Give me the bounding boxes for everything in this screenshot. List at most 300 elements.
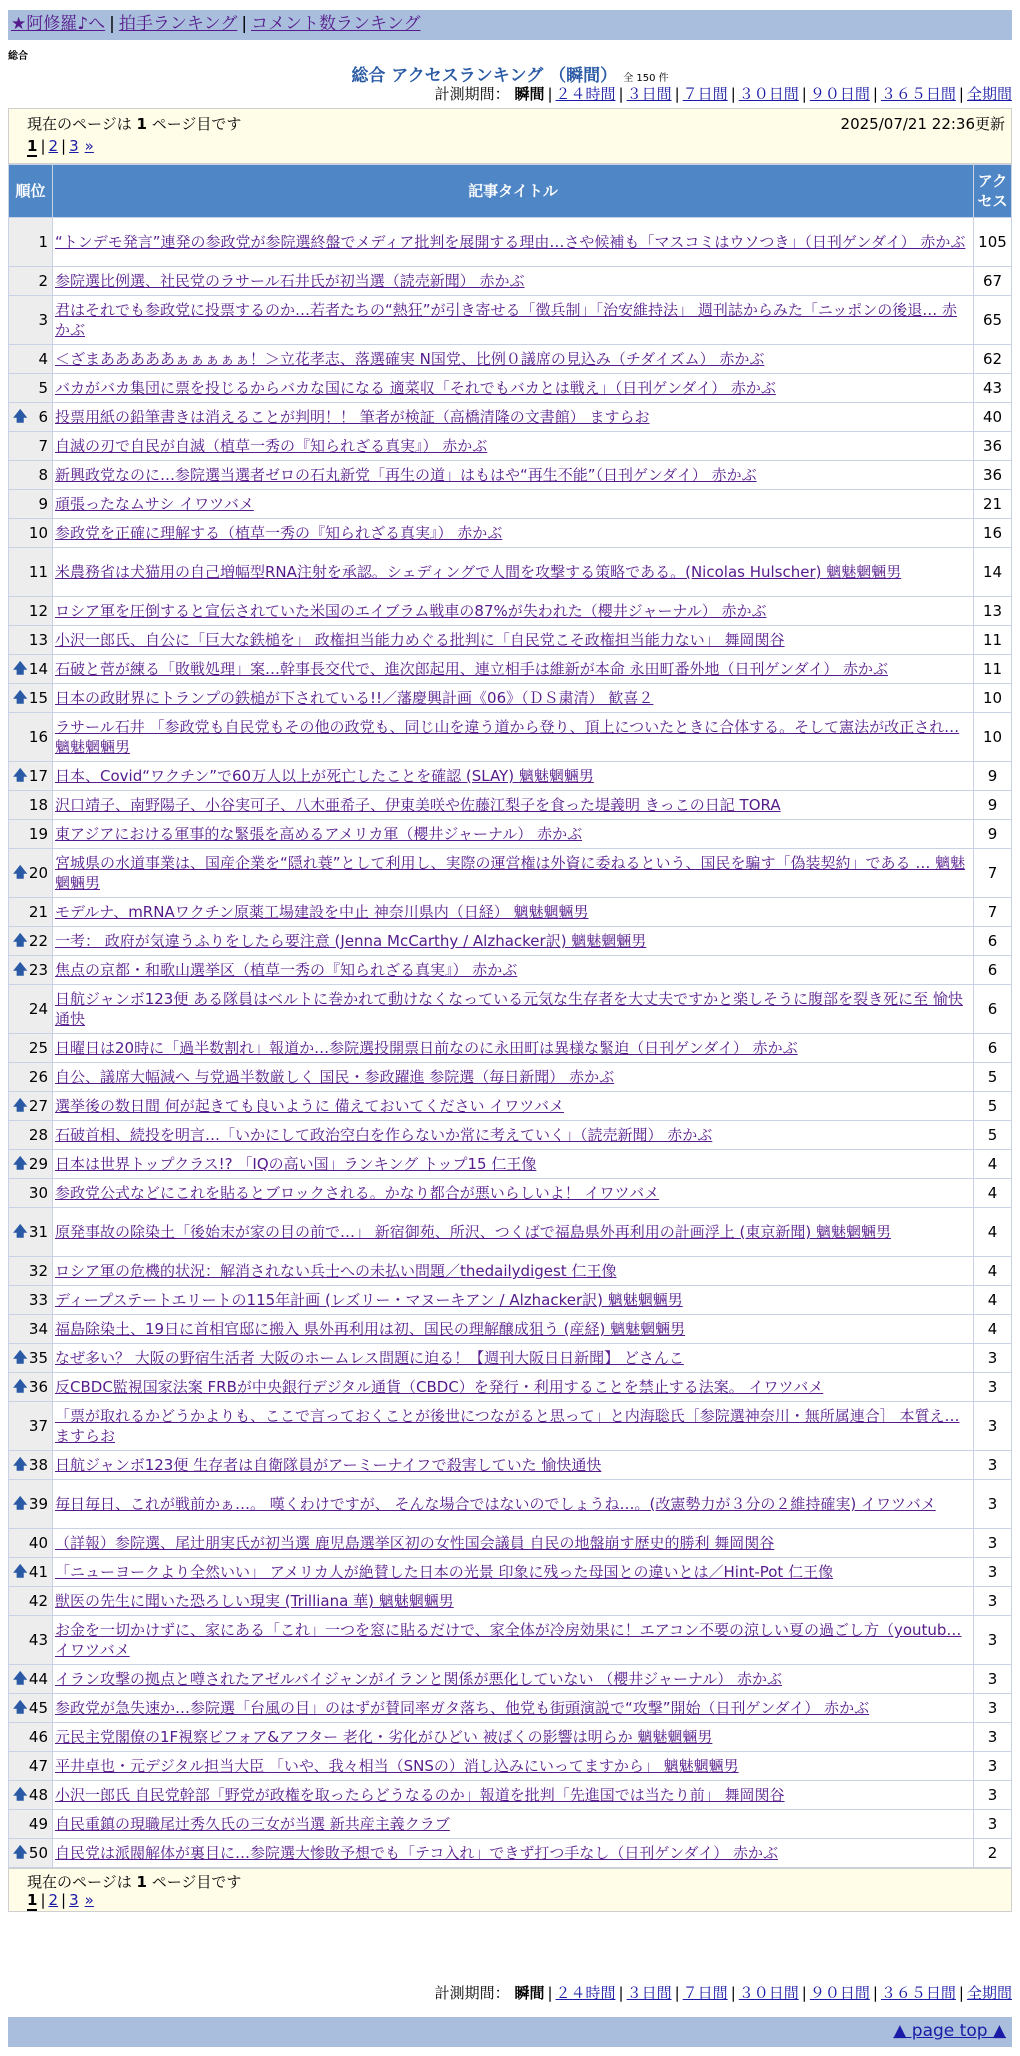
article-link[interactable]: ロシア軍を圧倒すると宣伝されていた米国のエイブラム戦車の87%が失われた（櫻井ジャーナル） 赤かぶ (55, 602, 767, 620)
table-row (9, 713, 1012, 762)
article-link[interactable]: 参政党が急失速か…参院選「台風の目」のはずが賛同率ガタ落ち、他党も街頭演説で“攻撃”開始（日刊ゲンダイ） 赤かぶ (55, 1699, 870, 1717)
arrow-up-icon: 🡅 (13, 690, 28, 706)
article-link[interactable]: 米農務省は犬猫用の自己増幅型RNA注射を承認。シェディングで人間を攻撃する策略である。(Nicolas Hulscher) 魑魅魍魎男 (55, 563, 902, 581)
page-info-box-top (8, 108, 1012, 164)
article-link[interactable]: 日曜日は20時に「過半数割れ」報道か…参院選投開票日前なのに永田町は異様な緊迫（日刊ゲンダイ） 赤かぶ (55, 1039, 798, 1057)
page-2-link[interactable]: 2 (48, 1891, 59, 1909)
title-cell (53, 1315, 974, 1344)
table-row (9, 1723, 1012, 1752)
title-cell (53, 655, 974, 684)
rank-number: 4 (38, 350, 48, 368)
article-link[interactable]: 「ニューヨークより全然いい」 アメリカ人が絶賛した日本の光景 印象に残った母国との違いとは／Hint-Pot 仁王像 (55, 1563, 834, 1581)
access-count: 13 (974, 597, 1012, 626)
rank-cell (9, 1150, 53, 1179)
rank-number: 25 (28, 1039, 48, 1057)
article-link[interactable]: モデルナ、mRNAワクチン原薬工場建設を中止 神奈川県内（日経） 魑魅魍魎男 (55, 903, 589, 921)
period-30d[interactable]: ３０日間 (738, 1984, 799, 2002)
access-count: 65 (974, 296, 1012, 345)
period-30d[interactable]: ３０日間 (738, 85, 799, 103)
period-3d[interactable]: ３日間 (626, 85, 672, 103)
rank-number: 6 (38, 408, 48, 426)
title-cell (53, 820, 974, 849)
article-link[interactable]: 一考： 政府が気違うふりをしたら要注意 (Jenna McCarthy / Alzhacker訳) 魑魅魍魎男 (55, 932, 647, 950)
access-count: 7 (974, 849, 1012, 898)
section-label: 総合 (8, 51, 28, 62)
rank-cell (9, 1179, 53, 1208)
period-365d[interactable]: ３６５日間 (880, 85, 956, 103)
article-link[interactable]: 毎日毎日、これが戦前かぁ…。 嘆くわけですが、 そんな場合ではないのでしょうね…。(改憲勢力が３分の２維持確実) イワツバメ (55, 1495, 936, 1513)
table-row (9, 432, 1012, 461)
title-cell (53, 1665, 974, 1694)
title-cell (53, 345, 974, 374)
top-nav-bar (8, 10, 1012, 40)
article-link[interactable]: 自滅の刃で自民が自滅（植草一秀の『知られざる真実』） 赤かぶ (55, 437, 488, 455)
period-7d[interactable]: ７日間 (682, 85, 728, 103)
article-link[interactable]: （詳報）参院選、尾辻朋実氏が初当選 鹿児島選挙区初の女性国会議員 自民の地盤崩す歴史的勝利 舞岡関谷 (55, 1534, 775, 1552)
period-selector-bottom: 計測期間： 瞬間 | ２４時間 | ３日間 | ７日間 | ３０日間 | ９０日間 | ３６５日間 | 全期間 (434, 1984, 1012, 2002)
rank-cell (9, 1451, 53, 1480)
header-access: アクセス (974, 165, 1012, 218)
article-link[interactable]: 焦点の京都・和歌山選挙区（植草一秀の『知られざる真実』） 赤かぶ (55, 961, 518, 979)
table-row (9, 985, 1012, 1034)
title-cell (53, 1723, 974, 1752)
access-count: 6 (974, 956, 1012, 985)
rank-number: 8 (38, 466, 48, 484)
ranking-rows (9, 218, 1012, 1868)
rank-cell (9, 1752, 53, 1781)
rank-number: 31 (28, 1223, 48, 1241)
table-row (9, 1121, 1012, 1150)
access-count: 3 (974, 1587, 1012, 1616)
access-count: 3 (974, 1781, 1012, 1810)
rank-cell (9, 684, 53, 713)
article-link[interactable]: なぜ多い？ 大阪の野宿生活者 大阪のホームレス問題に迫る！【週刊大阪日日新聞】 どさんこ (55, 1349, 684, 1367)
rank-cell (9, 461, 53, 490)
rank-number: 17 (28, 767, 48, 785)
arrow-up-icon: 🡅 (13, 1098, 28, 1114)
article-link[interactable]: 選挙後の数日間 何が起きても良いように 備えておいてください イワツバメ (55, 1097, 565, 1115)
page-info-box-bottom (8, 1868, 1012, 1912)
article-link[interactable]: 獣医の先生に聞いた恐ろしい現実 (Trilliana 華) 魑魅魍魎男 (55, 1592, 454, 1610)
arrow-up-icon: 🡅 (13, 1457, 28, 1473)
period-all[interactable]: 全期間 (966, 1984, 1012, 2002)
rank-number: 45 (28, 1699, 48, 1717)
access-count: 62 (974, 345, 1012, 374)
access-count: 6 (974, 985, 1012, 1034)
title-cell (53, 403, 974, 432)
current-page-info: 現在のページは 1 ページ目です (27, 1873, 242, 1891)
rank-number: 33 (28, 1291, 48, 1309)
rank-cell (9, 296, 53, 345)
table-row (9, 1344, 1012, 1373)
rank-cell (9, 898, 53, 927)
table-row (9, 1839, 1012, 1868)
updated-time: 2025/07/21 22:36更新 (840, 115, 1005, 133)
title-cell (53, 519, 974, 548)
period-365d[interactable]: ３６５日間 (880, 1984, 956, 2002)
table-row (9, 403, 1012, 432)
period-label: 計測期間： (434, 85, 510, 103)
table-row (9, 626, 1012, 655)
rank-cell (9, 267, 53, 296)
rank-number: 38 (28, 1456, 48, 1474)
rank-number: 41 (28, 1563, 48, 1581)
title-cell (53, 1034, 974, 1063)
table-row (9, 1694, 1012, 1723)
title-cell (53, 626, 974, 655)
table-row (9, 898, 1012, 927)
table-row (9, 684, 1012, 713)
title-cell (53, 1402, 974, 1451)
article-link[interactable]: 小沢一郎氏、自公に「巨大な鉄槌を」 政権担当能力めぐる批判に「自民党こそ政権担当能力ない」 舞岡関谷 (55, 631, 785, 649)
article-link[interactable]: 参政党公式などにこれを貼るとブロックされる。かなり都合が悪いらしいよ！ イワツバメ (55, 1184, 660, 1202)
rank-number: 16 (28, 728, 48, 746)
table-row (9, 1752, 1012, 1781)
table-row (9, 1402, 1012, 1451)
table-row (9, 1781, 1012, 1810)
table-row (9, 762, 1012, 791)
rank-cell (9, 1092, 53, 1121)
rank-cell (9, 1344, 53, 1373)
article-link[interactable]: 宮城県の水道事業は、国産企業を“隠れ蓑”として利用し、実際の運営権は外資に委ねるという、国民を騙す「偽装契約」である … 魑魅魍魎男 (55, 854, 966, 892)
arrow-up-icon: 🡅 (13, 661, 28, 677)
title-cell (53, 791, 974, 820)
access-count: 4 (974, 1257, 1012, 1286)
article-link[interactable]: ロシア軍の危機的状況：解消されない兵士への未払い問題／thedailydigest 仁王像 (55, 1262, 617, 1280)
article-link[interactable]: 平井卓也・元デジタル担当大臣 「いや、我々相当（SNSの）消し込みにいってますから」 魑魅魍魎男 (55, 1757, 739, 1775)
table-row (9, 548, 1012, 597)
table-row (9, 597, 1012, 626)
title-cell (53, 1063, 974, 1092)
access-count: 11 (974, 655, 1012, 684)
rank-number: 40 (28, 1534, 48, 1552)
rank-number: 49 (28, 1815, 48, 1833)
article-link[interactable]: 日本の政財界にトランプの鉄槌が下されている!!／藩慶興計画《06》（ＤＳ粛清） 歓喜２ (55, 689, 654, 707)
title-cell (53, 1781, 974, 1810)
table-row (9, 1665, 1012, 1694)
table-row (9, 374, 1012, 403)
article-link[interactable]: “トンデモ発言”連発の参政党が参院選終盤でメディア批判を展開する理由…さや候補も「マスコミはウソつき」（日刊ゲンダイ） 赤かぶ (55, 233, 966, 251)
table-row (9, 345, 1012, 374)
article-link[interactable]: 福島除染土、19日に首相官邸に搬入 県外再利用は初、国民の理解醸成狙う (産経) 魑魅魍魎男 (55, 1320, 686, 1338)
table-row (9, 956, 1012, 985)
article-link[interactable]: 自公、議席大幅減へ 与党過半数厳しく 国民・参政躍進 参院選（毎日新聞） 赤かぶ (55, 1068, 615, 1086)
access-count: 16 (974, 519, 1012, 548)
table-row (9, 1616, 1012, 1665)
pagination-bottom: 1 | 2 | 3 » (27, 1891, 94, 1909)
article-link[interactable]: 日本、Covid“ワクチン”で60万人以上が死亡したことを確認 (SLAY) 魑魅魍魎男 (55, 767, 594, 785)
rank-number: 48 (28, 1786, 48, 1804)
title-cell (53, 296, 974, 345)
article-link[interactable]: 日本は世界トップクラス!? 「IQの高い国」ランキング トップ15 仁王像 (55, 1155, 537, 1173)
table-row (9, 1373, 1012, 1402)
access-count: 11 (974, 626, 1012, 655)
arrow-up-icon: 🡅 (13, 1845, 28, 1861)
rank-cell (9, 1665, 53, 1694)
arrow-up-icon: 🡅 (13, 1379, 28, 1395)
period-7d[interactable]: ７日間 (682, 1984, 728, 2002)
rank-number: 14 (28, 660, 48, 678)
title-cell (53, 762, 974, 791)
rank-cell (9, 1208, 53, 1257)
title-cell (53, 1286, 974, 1315)
title-cell (53, 1208, 974, 1257)
article-link[interactable]: ＜ざまあああああぁぁぁぁぁ！＞立花孝志、落選確実 N国党、比例０議席の見込み（チダイズム） 赤かぶ (55, 350, 765, 368)
article-link[interactable]: 新興政党なのに…参院選当選者ゼロの石丸新党「再生の道」はもはや“再生不能”（日刊ゲンダイ） 赤かぶ (55, 466, 757, 484)
access-count: 3 (974, 1373, 1012, 1402)
title-cell (53, 1810, 974, 1839)
period-all[interactable]: 全期間 (966, 85, 1012, 103)
link-clap-ranking[interactable]: 拍手ランキング (118, 14, 238, 34)
rank-cell (9, 1529, 53, 1558)
article-link[interactable]: 東アジアにおける軍事的な緊張を高めるアメリカ軍（櫻井ジャーナル） 赤かぶ (55, 825, 583, 843)
title-cell (53, 1373, 974, 1402)
title-cell (53, 1558, 974, 1587)
table-row (9, 849, 1012, 898)
arrow-up-icon: 🡅 (13, 1224, 28, 1240)
table-row (9, 1208, 1012, 1257)
access-count: 10 (974, 684, 1012, 713)
page-3-link[interactable]: 3 (69, 1891, 79, 1909)
article-link[interactable]: 原発事故の除染土「後始末が家の目の前で…」 新宿御苑、所沢、つくばで福島県外再利用の計画浮上 (東京新聞) 魑魅魍魎男 (55, 1223, 892, 1241)
period-90d[interactable]: ９０日間 (809, 85, 870, 103)
title-cell (53, 1257, 974, 1286)
table-header-row (9, 165, 1012, 218)
arrow-up-icon: 🡅 (13, 865, 28, 881)
article-link[interactable]: 反CBDC監視国家法案 FRBが中央銀行デジタル通貨（CBDC）を発行・利用することを禁止する法案。 イワツバメ (55, 1378, 824, 1396)
rank-number: 20 (28, 864, 48, 882)
rank-cell (9, 1063, 53, 1092)
current-page-info: 現在のページは 1 ページ目です (27, 115, 242, 133)
table-row (9, 1529, 1012, 1558)
period-24h[interactable]: ２４時間 (555, 85, 616, 103)
link-asyura-home[interactable]: ★阿修羅♪へ (11, 14, 106, 34)
article-link[interactable]: 日航ジャンボ123便 生存者は自衛隊員がアーミーナイフで殺害していた 愉快通快 (55, 1456, 602, 1474)
article-link[interactable]: 小沢一郎氏 自民党幹部「野党が政権を取ったらどうなるのか」報道を批判「先進国では当たり前」 舞岡関谷 (55, 1786, 785, 1804)
access-count: 6 (974, 1034, 1012, 1063)
separator: | (109, 14, 115, 34)
access-count: 4 (974, 1150, 1012, 1179)
rank-number: 23 (28, 961, 48, 979)
title-cell (53, 1529, 974, 1558)
table-row (9, 1451, 1012, 1480)
period-current: 瞬間 (514, 1984, 545, 2002)
access-count: 3 (974, 1529, 1012, 1558)
table-row (9, 218, 1012, 267)
rank-number: 50 (28, 1844, 48, 1862)
title-cell (53, 684, 974, 713)
page-current: 1 (27, 137, 38, 155)
article-link[interactable]: 参院選比例選、社民党のラサール石井氏が初当選（読売新聞） 赤かぶ (55, 272, 525, 290)
rank-number: 15 (28, 689, 48, 707)
period-24h[interactable]: ２４時間 (555, 1984, 616, 2002)
rank-cell (9, 432, 53, 461)
title-cell (53, 1451, 974, 1480)
article-link[interactable]: 石破首相、続投を明言…「いかにして政治空白を作らないか常に考えていく」（読売新聞） 赤かぶ (55, 1126, 713, 1144)
title-cell (53, 1179, 974, 1208)
period-90d[interactable]: ９０日間 (809, 1984, 870, 2002)
rank-number: 1 (38, 233, 48, 251)
article-link[interactable]: 石破と菅が練る「敗戦処理」案…幹事長交代で、進次郎起用、連立相手は維新が本命 永田町番外地（日刊ゲンダイ） 赤かぶ (55, 660, 889, 678)
table-row (9, 1558, 1012, 1587)
rank-number: 13 (28, 631, 48, 649)
top-nav-links (11, 12, 421, 36)
rank-cell (9, 791, 53, 820)
article-link[interactable]: 「票が取れるかどうかよりも、ここで言っておくことが後世につながると思って」と内海聡氏［参院選神奈川・無所属連合］ 本質え… ますらお (55, 1407, 960, 1445)
rank-number: 39 (28, 1495, 48, 1513)
access-count: 7 (974, 898, 1012, 927)
rank-cell (9, 597, 53, 626)
rank-cell (9, 1402, 53, 1451)
rank-number: 19 (28, 825, 48, 843)
period-3d[interactable]: ３日間 (626, 1984, 672, 2002)
access-count: 5 (974, 1121, 1012, 1150)
rank-cell (9, 626, 53, 655)
access-count: 10 (974, 713, 1012, 762)
table-row (9, 1810, 1012, 1839)
article-link[interactable]: バカがバカ集団に票を投じるからバカな国になる 適菜収「それでもバカとは戦え」（日刊ゲンダイ） 赤かぶ (55, 379, 776, 397)
title-cell (53, 1616, 974, 1665)
title-cell (53, 548, 974, 597)
pagination-top: 1 | 2 | 3 » (27, 137, 94, 155)
rank-cell (9, 956, 53, 985)
access-count: 3 (974, 1694, 1012, 1723)
rank-number: 43 (28, 1631, 48, 1649)
title-cell (53, 1150, 974, 1179)
access-count: 9 (974, 820, 1012, 849)
table-row (9, 1063, 1012, 1092)
page-top-link[interactable]: ▲ page top ▲ (893, 2021, 1006, 2041)
rank-cell (9, 1839, 53, 1868)
rank-cell (9, 1558, 53, 1587)
access-count: 3 (974, 1665, 1012, 1694)
rank-cell (9, 490, 53, 519)
arrow-up-icon: 🡅 (13, 1787, 28, 1803)
title-cell (53, 898, 974, 927)
article-link[interactable]: 自民重鎮の現職尾辻秀久氏の三女が当選 新共産主義クラブ (55, 1815, 450, 1833)
title-cell (53, 218, 974, 267)
arrow-up-icon: 🡅 (13, 1700, 28, 1716)
rank-number: 30 (28, 1184, 48, 1202)
article-link[interactable]: ラサール石井 「参政党も自民党もその他の政党も、同じ山を違う道から登り、頂上についたときに合体する。そして憲法が改正され… 魑魅魍魎男 (55, 718, 960, 756)
ranking-title (0, 61, 1020, 86)
rank-cell (9, 820, 53, 849)
table-row (9, 1034, 1012, 1063)
table-row (9, 1150, 1012, 1179)
rank-number: 32 (28, 1262, 48, 1280)
rank-number: 27 (28, 1097, 48, 1115)
article-link[interactable]: 元民主党閣僚の1F視察ビフォア&アフター 老化・劣化がひどい 被ばくの影響は明らか 魑魅魍魎男 (55, 1728, 713, 1746)
title-cell (53, 1092, 974, 1121)
rank-cell (9, 927, 53, 956)
table-row (9, 1257, 1012, 1286)
article-link[interactable]: 沢口靖子、南野陽子、小谷実可子、八木亜希子、伊東美咲や佐藤江梨子を食った堤義明 きっこの日記 TORA (55, 796, 781, 814)
rank-number: 28 (28, 1126, 48, 1144)
period-current: 瞬間 (514, 85, 545, 103)
access-count: 4 (974, 1286, 1012, 1315)
link-comment-ranking[interactable]: コメント数ランキング (251, 14, 421, 34)
next-page-link[interactable]: » (84, 1891, 94, 1909)
arrow-up-icon: 🡅 (13, 409, 28, 425)
rank-number: 26 (28, 1068, 48, 1086)
title-cell (53, 1752, 974, 1781)
rank-number: 47 (28, 1757, 48, 1775)
rank-number: 2 (38, 272, 48, 290)
rank-number: 5 (38, 379, 48, 397)
ranking-table (8, 164, 1012, 1868)
rank-cell (9, 548, 53, 597)
article-link[interactable]: イラン攻撃の拠点と噂されたアゼルバイジャンがイランと関係が悪化していない （櫻井ジャーナル） 赤かぶ (55, 1670, 782, 1688)
table-row (9, 927, 1012, 956)
page-3-link[interactable]: 3 (69, 137, 79, 155)
access-count: 3 (974, 1402, 1012, 1451)
access-count: 3 (974, 1451, 1012, 1480)
table-row (9, 1587, 1012, 1616)
table-row (9, 490, 1012, 519)
arrow-up-icon: 🡅 (13, 768, 28, 784)
access-count: 40 (974, 403, 1012, 432)
table-row (9, 296, 1012, 345)
rank-cell (9, 218, 53, 267)
title-cell (53, 1694, 974, 1723)
article-link[interactable]: 君はそれでも参政党に投票するのか…若者たちの“熱狂”が引き寄せる「徴兵制」「治安維持法」 週刊誌からみた「ニッポンの後退… 赤かぶ (55, 301, 957, 339)
access-count: 9 (974, 762, 1012, 791)
title-cell (53, 849, 974, 898)
separator: | (241, 14, 248, 34)
access-count: 4 (974, 1208, 1012, 1257)
rank-cell (9, 1286, 53, 1315)
page-title: 総合 アクセスランキング （瞬間） (351, 66, 618, 86)
rank-cell (9, 1616, 53, 1665)
article-link[interactable]: ディープステートエリートの115年計画 (レズリー・マヌーキアン / Alzhacker訳) 魑魅魍魎男 (55, 1291, 683, 1309)
next-page-link[interactable]: » (84, 137, 94, 155)
table-row (9, 820, 1012, 849)
rank-cell (9, 849, 53, 898)
rank-number: 11 (28, 563, 48, 581)
article-link[interactable]: 投票用紙の鉛筆書きは消えることが判明！！ 筆者が検証（高橋清隆の文書館） ますらお (55, 408, 650, 426)
access-count: 67 (974, 267, 1012, 296)
article-link[interactable]: 自民党は派閥解体が裏目に…参院選大惨敗予想でも「テコ入れ」できず打つ手なし（日刊ゲンダイ） 赤かぶ (55, 1844, 778, 1862)
rank-number: 18 (28, 796, 48, 814)
article-link[interactable]: お金を一切かけずに、家にある「これ」一つを窓に貼るだけで、家全体が冷房効果に！エアコン不要の涼しい夏の過ごし方（youtub… イワツバメ (55, 1621, 962, 1659)
access-count: 3 (974, 1558, 1012, 1587)
article-link[interactable]: 頑張ったなムサシ イワツバメ (55, 495, 254, 513)
access-count: 43 (974, 374, 1012, 403)
rank-cell (9, 985, 53, 1034)
access-count: 3 (974, 1810, 1012, 1839)
access-count: 36 (974, 432, 1012, 461)
article-link[interactable]: 参政党を正確に理解する（植草一秀の『知られざる真実』） 赤かぶ (55, 524, 503, 542)
access-count: 6 (974, 927, 1012, 956)
rank-cell (9, 1694, 53, 1723)
page-2-link[interactable]: 2 (48, 137, 59, 155)
arrow-up-icon: 🡅 (13, 962, 28, 978)
table-row (9, 1092, 1012, 1121)
table-row (9, 1480, 1012, 1529)
title-cell (53, 956, 974, 985)
rank-number: 12 (28, 602, 48, 620)
title-cell (53, 1480, 974, 1529)
period-selector-top: 計測期間： 瞬間 | ２４時間 | ３日間 | ７日間 | ３０日間 | ９０日間 | ３６５日間 | 全期間 (434, 85, 1012, 103)
table-row (9, 655, 1012, 684)
article-link[interactable]: 日航ジャンボ123便 ある隊員はベルトに巻かれて動けなくなっている元気な生存者を大丈夫ですかと楽しそうに腹部を裂き死に至 愉快通快 (55, 990, 963, 1028)
access-count: 3 (974, 1752, 1012, 1781)
title-cell (53, 374, 974, 403)
rank-cell (9, 1121, 53, 1150)
rank-cell (9, 1810, 53, 1839)
title-cell (53, 432, 974, 461)
rank-cell (9, 713, 53, 762)
